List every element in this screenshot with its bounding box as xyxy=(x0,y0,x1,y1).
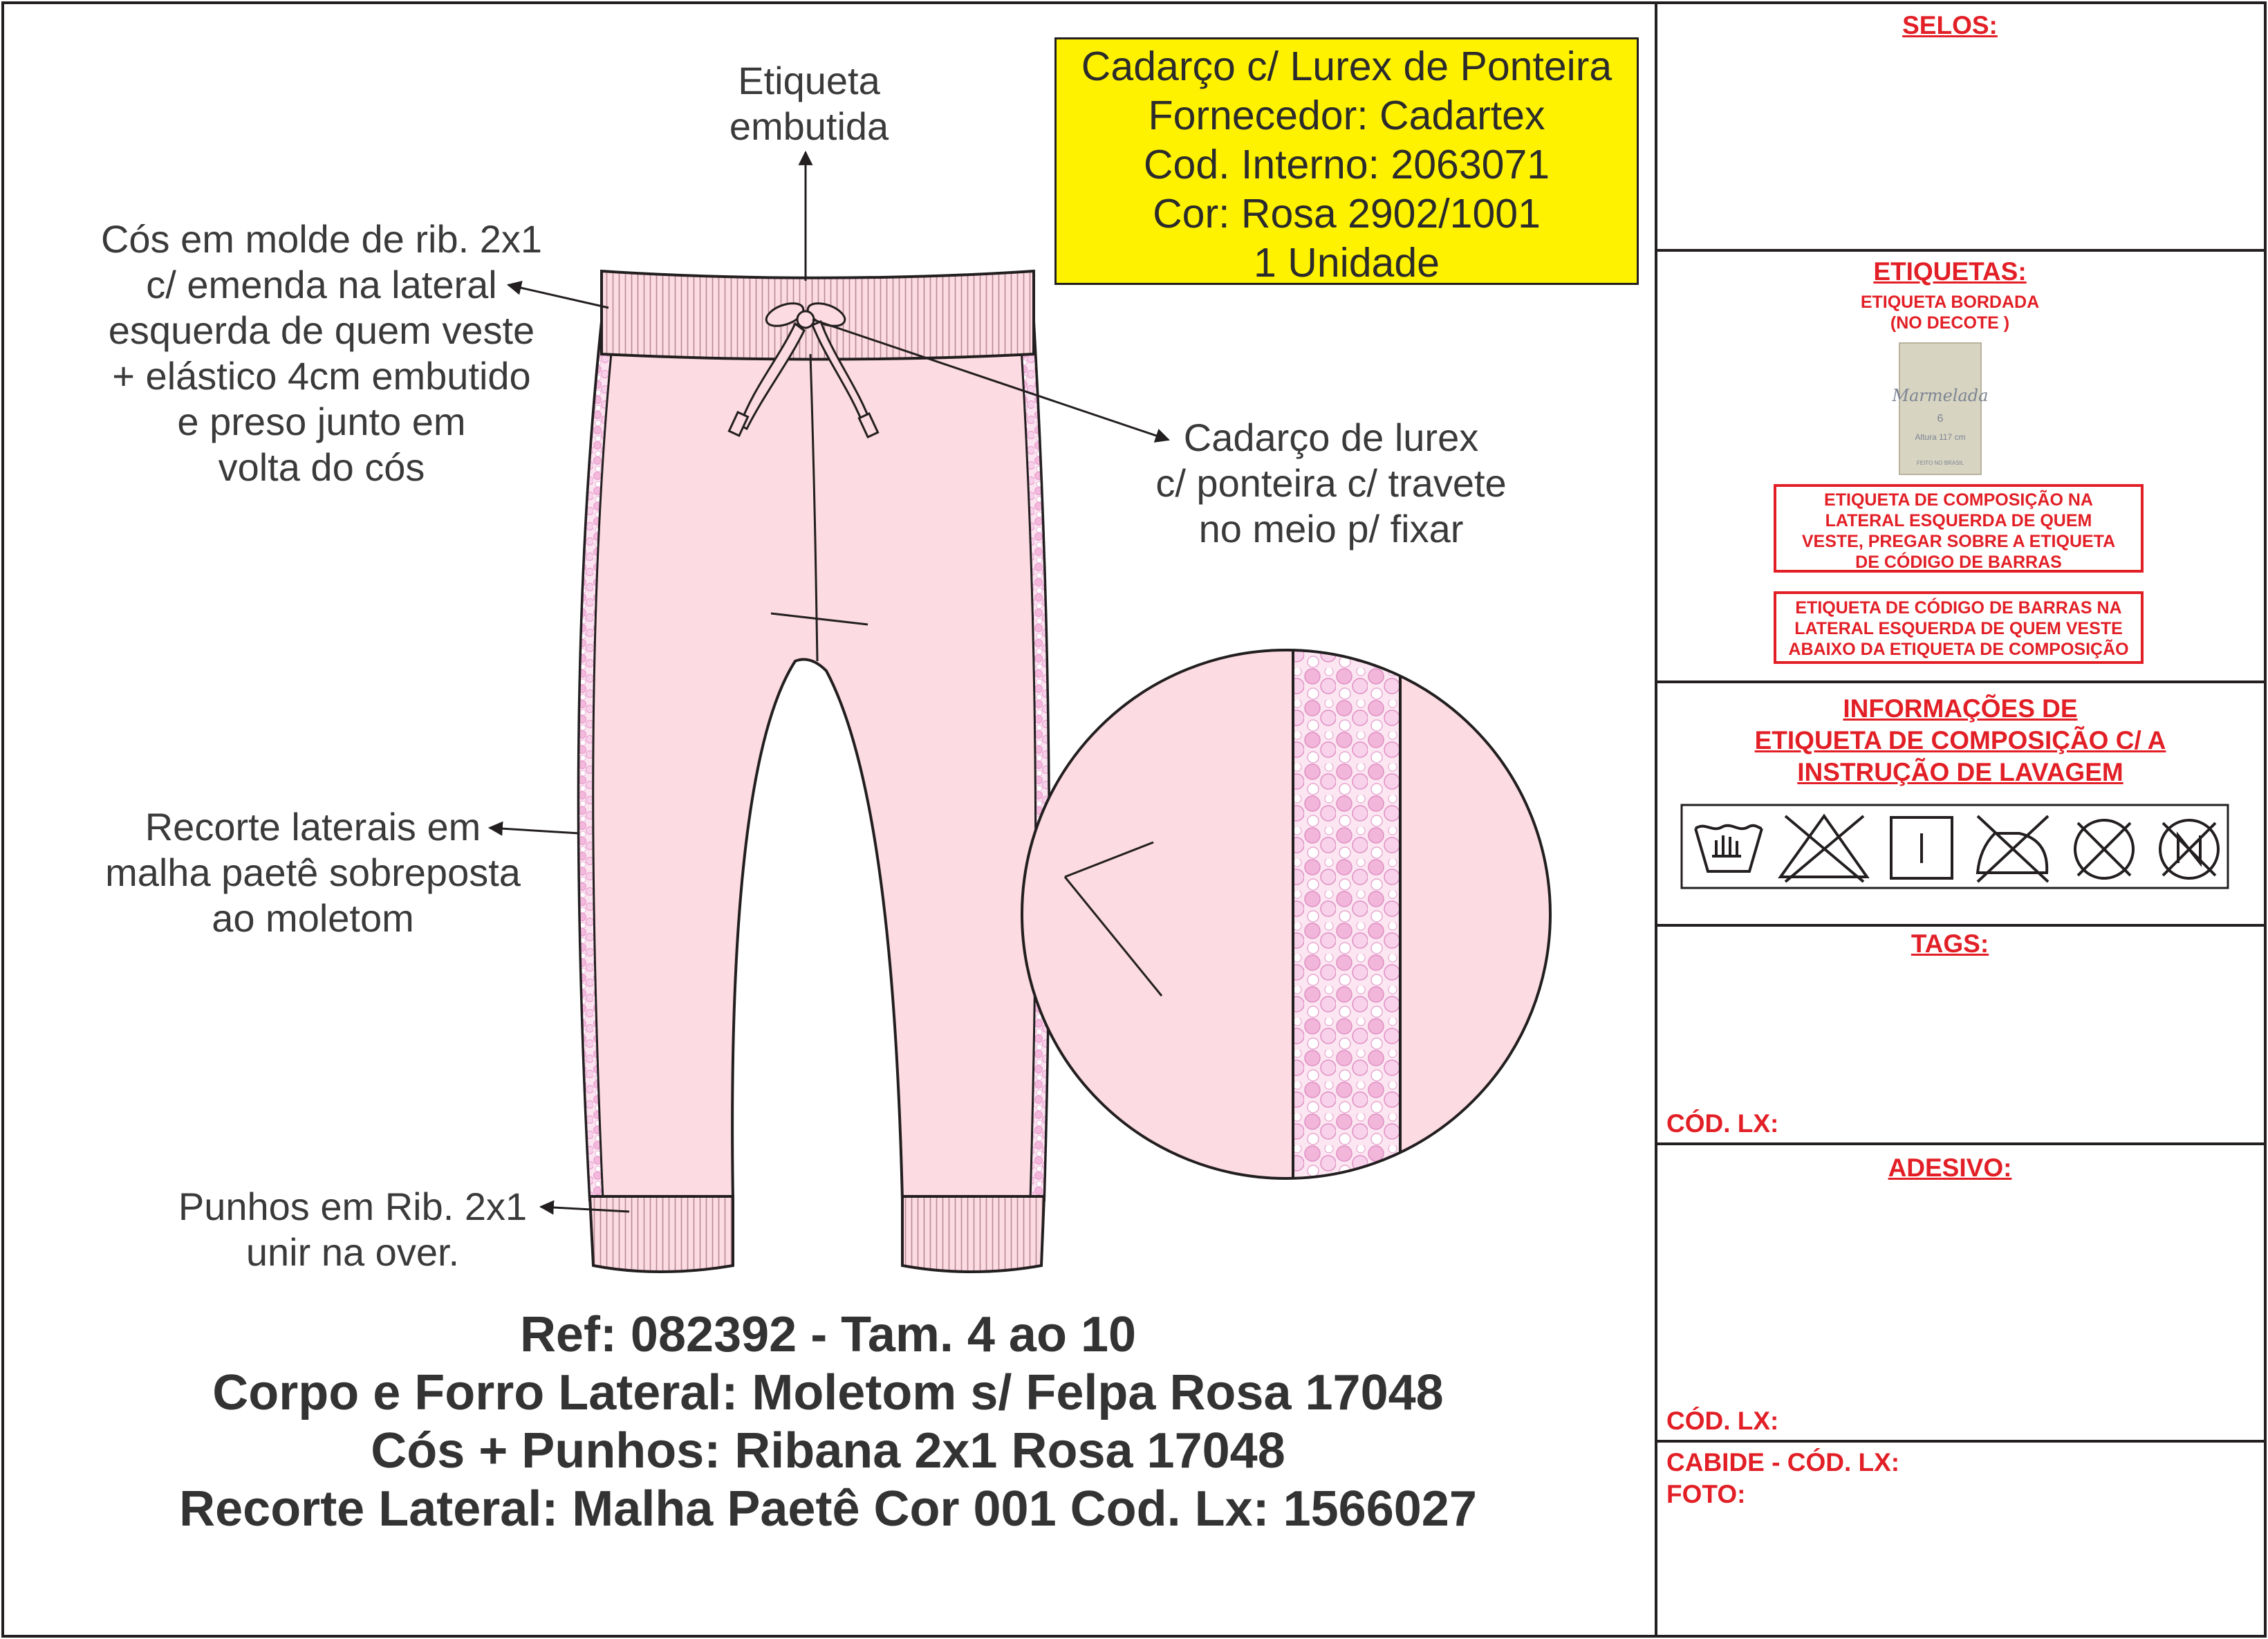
line-dry-icon xyxy=(1891,817,1952,878)
pants-drawing xyxy=(579,271,1050,1272)
sequin-detail-zoom xyxy=(1022,622,1550,1217)
annotation-recorte: Recorte laterais em malha paetê sobreposta ao moletom xyxy=(105,805,521,940)
no-iron-icon xyxy=(1978,816,2048,882)
annotation-punhos: Punhos em Rib. 2x1 unir na over. xyxy=(178,1185,528,1274)
cabide-cod-lx: CABIDE - CÓD. LX: xyxy=(1666,1448,1900,1476)
composicao-label-box: ETIQUETA DE COMPOSIÇÃO NA LATERAL ESQUERDA DE QUEM VESTE, PREGAR SOBRE A ETIQUETA DE CÓDIGO DE BARRAS xyxy=(1774,484,2144,573)
svg-text:FEITO NO BRASIL: FEITO NO BRASIL xyxy=(1916,460,1964,466)
adesivo-heading: ADESIVO: xyxy=(1888,1154,2012,1182)
etiquetas-heading: ETIQUETAS: xyxy=(1873,257,2027,286)
cod-lx-adesivo: CÓD. LX: xyxy=(1666,1407,1779,1435)
hand-wash-icon xyxy=(1695,826,1762,871)
info-heading: INFORMAÇÕES DE ETIQUETA DE COMPOSIÇÃO C/ A INSTRUÇÃO DE LAVAGEM xyxy=(1754,694,2166,786)
right-cuff xyxy=(902,1196,1044,1272)
no-dry-clean-icon xyxy=(2075,820,2133,878)
svg-text:Marmelada: Marmelada xyxy=(1892,386,1989,405)
svg-text:6: 6 xyxy=(1937,413,1944,425)
no-bleach-icon xyxy=(1781,816,1867,882)
spec-recorte: Recorte Lateral: Malha Paetê Cor 001 Cod. Lx: 1566027 xyxy=(179,1481,1477,1537)
etiqueta-bordada-text: ETIQUETA BORDADA (NO DECOTE ) xyxy=(1860,293,2040,333)
spec-ref: Ref: 082392 - Tam. 4 ao 10 xyxy=(519,1307,1137,1362)
left-cuff xyxy=(590,1196,733,1272)
spec-corpo: Corpo e Forro Lateral: Moletom s/ Felpa Rosa 17048 xyxy=(212,1365,1444,1420)
annotation-cadarco: Cadarço de lurex c/ ponteira c/ travete no meio p/ fixar xyxy=(1155,416,1507,550)
svg-text:Altura 117 cm: Altura 117 cm xyxy=(1915,432,1966,442)
selos-heading: SELOS: xyxy=(1902,11,1998,39)
annotation-cos: Cós em molde de rib. 2x1 c/ emenda na lateral esquerda de quem veste + elástico 4cm embutido e preso junto em volta do cós xyxy=(100,217,543,489)
foto-label: FOTO: xyxy=(1666,1480,1746,1508)
cod-lx-tags: CÓD. LX: xyxy=(1666,1109,1779,1138)
no-tumble-dry-icon xyxy=(2160,820,2218,878)
barcode-label-box: ETIQUETA DE CÓDIGO DE BARRAS NA LATERAL ESQUERDA DE QUEM VESTE ABAIXO DA ETIQUETA DE COMPOSIÇÃO xyxy=(1774,591,2144,664)
care-symbols xyxy=(1682,805,2228,888)
annotation-etiqueta: Etiqueta embutida xyxy=(729,59,889,148)
embroidered-label-image xyxy=(1892,343,1989,474)
spec-cos: Cós + Punhos: Ribana 2x1 Rosa 17048 xyxy=(371,1423,1285,1479)
tags-heading: TAGS: xyxy=(1911,929,1989,958)
drawstring-info-box: Cadarço c/ Lurex de Ponteira Fornecedor: Cadartex Cod. Interno: 2063071 Cor: Rosa 2902/1001 1 Unidade xyxy=(1054,37,1639,285)
